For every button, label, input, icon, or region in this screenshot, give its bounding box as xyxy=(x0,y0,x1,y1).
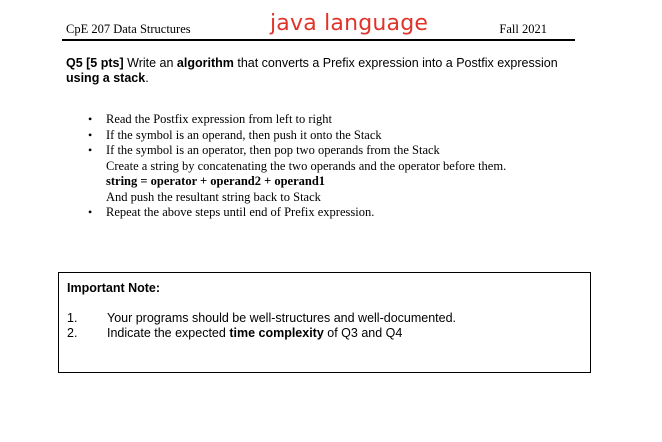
step-text: Repeat the above steps until end of Prefix expression. xyxy=(106,205,375,219)
question-text: Write an xyxy=(123,56,177,70)
bullet-icon: • xyxy=(88,127,93,142)
formula-text: string = operator + operand2 + operand1 xyxy=(106,174,326,188)
list-item xyxy=(67,326,567,341)
question-bold-algorithm: algorithm xyxy=(176,56,234,70)
step-detail: And push the resultant string back to Stack xyxy=(106,189,321,204)
bullet-icon: • xyxy=(88,112,93,126)
note-bold-time-complexity: time complexity xyxy=(229,326,324,340)
course-title: CpE 207 Data Structures xyxy=(66,22,191,36)
note-text xyxy=(107,326,402,341)
step-text: If the symbol is an operand, then push it onto the Stack xyxy=(106,127,382,142)
step-text: Read the Postfix expression from left to right xyxy=(106,112,333,126)
bullet-icon: • xyxy=(88,143,93,157)
question-text: . xyxy=(145,71,149,85)
important-note-box xyxy=(58,272,591,373)
list-item xyxy=(88,143,558,159)
list-item xyxy=(88,128,558,144)
list-item xyxy=(88,112,558,128)
item-number: 2. xyxy=(67,326,78,340)
bullet-icon: • xyxy=(88,205,93,219)
note-list xyxy=(67,311,567,341)
note-text: Your programs should be well-structures and well-documented. xyxy=(107,311,457,325)
question-bold-stack: using a stack xyxy=(66,71,146,85)
header-divider xyxy=(62,39,575,41)
overlay-title: java language xyxy=(270,11,429,36)
note-title: Important Note: xyxy=(67,281,161,295)
step-detail: Create a string by concatenating the two operands and the operator before them. xyxy=(106,158,507,173)
note-text-part: Indicate the expected xyxy=(107,326,230,340)
item-number: 1. xyxy=(67,311,78,325)
term-label: Fall 2021 xyxy=(499,22,547,36)
step-text: If the symbol is an operator, then pop two operands from the Stack xyxy=(106,143,440,157)
question-prompt xyxy=(66,56,576,86)
step-formula xyxy=(88,174,558,190)
list-item xyxy=(88,205,558,221)
note-text-part: of Q3 and Q4 xyxy=(323,326,403,340)
algorithm-steps xyxy=(88,112,558,221)
list-item xyxy=(67,311,567,326)
question-text: that converts a Prefix expression into a Postfix expression xyxy=(233,56,558,70)
question-label: Q5 [5 pts] xyxy=(66,56,124,70)
